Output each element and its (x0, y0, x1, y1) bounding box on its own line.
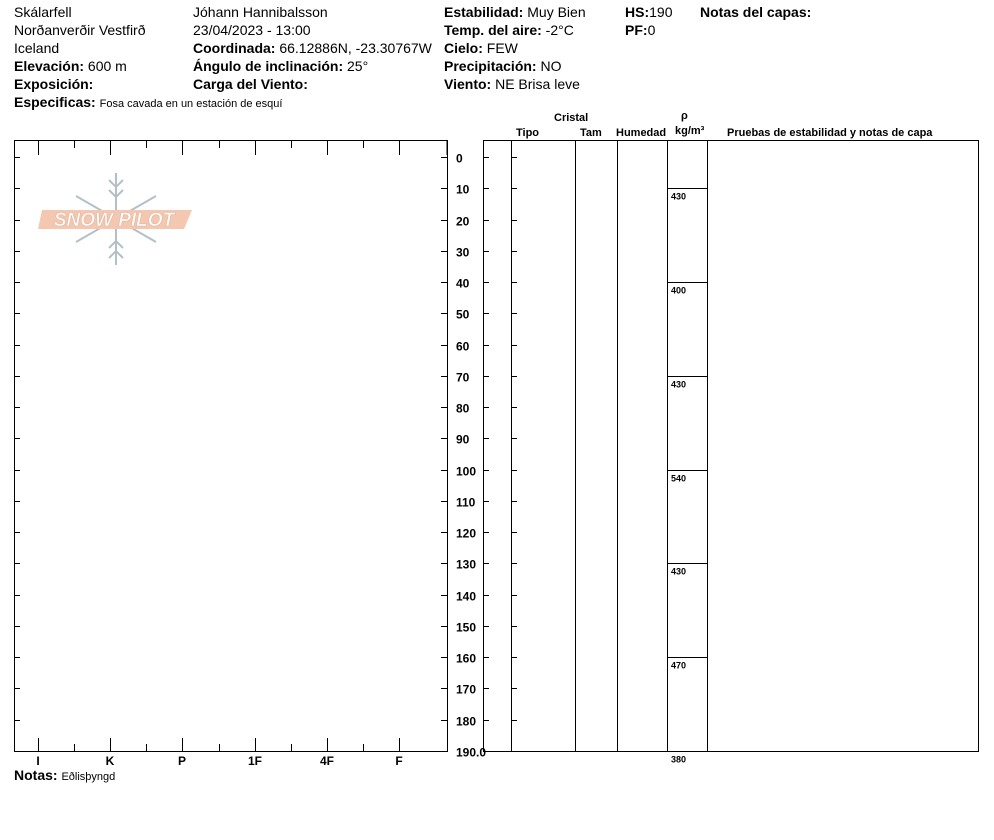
tests-header: Pruebas de estabilidad y notas de capa (727, 127, 933, 139)
location: Skálarfell (14, 4, 72, 20)
hardness-panel (14, 140, 448, 768)
country: Iceland (14, 40, 60, 56)
depth-tick-label: 170 (456, 682, 477, 697)
depth-tick-label: 190.0 (456, 745, 487, 760)
sky-label: Cielo: (444, 40, 483, 56)
depth-tick-label: 40 (456, 276, 470, 291)
density-unit-header: kg/m³ (675, 125, 705, 137)
hardness-label: F (395, 754, 403, 768)
specifics-label: Especificas: (14, 94, 96, 110)
layers-frame (484, 141, 979, 752)
specifics-value: Fosa cavada en un estación de esquí (99, 98, 283, 110)
density-value: 470 (671, 660, 687, 671)
exposure-label: Exposición: (14, 76, 94, 92)
elevation-label: Elevación: (14, 58, 85, 74)
datetime: 23/04/2023 - 13:00 (193, 22, 311, 38)
notes-label: Notas: (14, 767, 58, 783)
hardness-label: 4F (319, 754, 335, 768)
precip-label: Precipitación: (444, 58, 537, 74)
hs-label: HS: (625, 4, 650, 20)
type-header: Tipo (516, 127, 540, 139)
density-value: 430 (671, 379, 687, 390)
wind-value: NE Brisa leve (495, 76, 580, 92)
airtemp-label: Temp. del aire: (444, 22, 542, 38)
depth-tick-label: 10 (456, 182, 470, 197)
stability-value: Muy Bien (527, 4, 586, 20)
density-value: 380 (671, 754, 687, 765)
depth-tick-label: 50 (456, 307, 470, 322)
layer-notes-label: Notas del capas: (700, 4, 812, 20)
depth-tick-label: 150 (456, 620, 477, 635)
hs-value: 190 (649, 4, 673, 20)
observer: Jóhann Hannibalsson (193, 4, 328, 20)
density-value: 540 (671, 473, 687, 484)
logo-text: SNOW PILOT (53, 210, 175, 231)
depth-tick-label: 120 (456, 526, 477, 541)
depth-tick-label: 0 (456, 151, 463, 166)
coordinate-value: 66.12886N, -23.30767W (279, 40, 432, 56)
depth-axis (456, 152, 486, 760)
wind-label: Viento: (444, 76, 492, 92)
snowpilot-logo (38, 173, 192, 265)
notes-value: Eðlisþyngd (61, 771, 116, 783)
layers-table (483, 140, 979, 765)
depth-tick-label: 20 (456, 214, 470, 229)
hardness-label: P (177, 754, 187, 768)
stability-label: Estabilidad: (444, 4, 524, 20)
density-value: 430 (671, 191, 687, 202)
elevation-value: 600 m (87, 58, 127, 74)
depth-tick-label: 180 (456, 714, 477, 729)
hardness-label: K (105, 754, 115, 768)
hardness-label: I (36, 754, 40, 768)
rho-header: ρ (681, 110, 688, 122)
precip-value: NO (540, 58, 562, 74)
depth-tick-label: 140 (456, 589, 477, 604)
notes-row (14, 767, 115, 785)
region: Norðanverðir Vestfirð (14, 22, 146, 38)
depth-tick-label: 130 (456, 557, 477, 572)
density-value: 400 (671, 285, 687, 296)
pf-label: PF: (625, 22, 648, 38)
size-header: Tam (580, 127, 602, 139)
depth-tick-label: 110 (456, 495, 476, 510)
density-value: 430 (671, 566, 687, 577)
airtemp-value: -2°C (545, 22, 574, 38)
depth-tick-label: 70 (456, 370, 470, 385)
depth-tick-label: 160 (456, 651, 477, 666)
pf-value: 0 (647, 22, 656, 38)
depth-tick-label: 30 (456, 245, 470, 260)
hardness-frame (15, 141, 448, 752)
slope-label: Ángulo de inclinación: (193, 58, 344, 74)
hardness-label: 1F (247, 754, 263, 768)
depth-tick-label: 100 (456, 464, 477, 479)
depth-tick-label: 80 (456, 401, 470, 416)
depth-tick-label: 60 (456, 339, 470, 354)
sky-value: FEW (486, 40, 518, 56)
depth-tick-label: 90 (456, 432, 470, 447)
humidity-header: Humedad (616, 127, 667, 139)
crystal-header: Cristal (554, 112, 589, 124)
slope-value: 25° (347, 58, 369, 74)
windload-label: Carga del Viento: (193, 76, 308, 92)
coordinate-label: Coordinada: (193, 40, 276, 56)
